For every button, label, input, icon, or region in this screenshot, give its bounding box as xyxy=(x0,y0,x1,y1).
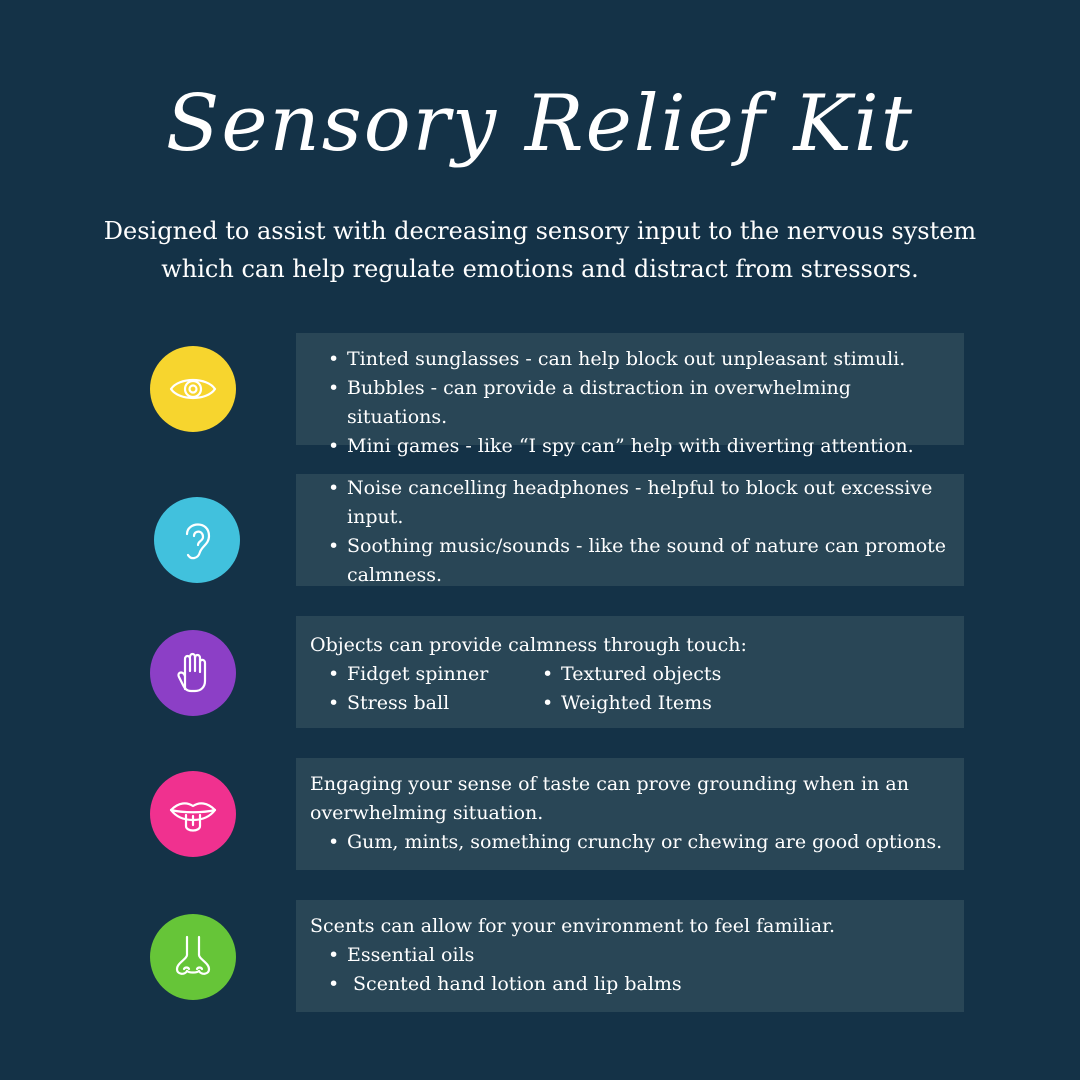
list-item: • Bubbles - can provide a distraction in overwhelming situations. xyxy=(310,374,950,432)
hearing-list xyxy=(310,474,950,590)
eye-icon xyxy=(150,346,236,432)
smell-section xyxy=(0,900,1080,1012)
list-item: • Fidget spinner xyxy=(310,660,524,689)
list-item: • Mini games - like “I spy can” help with diverting attention. xyxy=(310,432,950,461)
smell-intro: Scents can allow for your environment to feel familiar. xyxy=(310,915,836,937)
list-item: • Essential oils xyxy=(310,941,950,970)
touch-list-left xyxy=(310,660,524,718)
sight-list xyxy=(310,345,950,461)
sight-section xyxy=(0,333,1080,457)
hearing-card xyxy=(296,474,964,586)
list-item: • Textured objects xyxy=(524,660,721,689)
hearing-section xyxy=(0,474,1080,586)
list-item: • Tinted sunglasses - can help block out unpleasant stimuli. xyxy=(310,345,950,374)
smell-card xyxy=(296,900,964,1012)
taste-card xyxy=(296,758,964,870)
sight-card xyxy=(296,333,964,457)
taste-intro: Engaging your sense of taste can prove grounding when in an overwhelming situation. xyxy=(310,773,909,824)
touch-intro: Objects can provide calmness through touch: xyxy=(310,634,747,656)
nose-icon xyxy=(150,914,236,1000)
taste-section xyxy=(0,758,1080,870)
list-item: • Gum, mints, something crunchy or chewing are good options. xyxy=(310,828,950,857)
list-item: • Stress ball xyxy=(310,689,524,718)
touch-columns xyxy=(310,660,950,718)
list-item: • Scented hand lotion and lip balms xyxy=(310,970,950,999)
touch-section xyxy=(0,616,1080,728)
hand-icon xyxy=(150,630,236,716)
subtitle-line-1: Designed to assist with decreasing sensory input to the nervous system xyxy=(103,217,977,245)
list-item: • Noise cancelling headphones - helpful to block out excessive input. xyxy=(310,474,950,532)
taste-list xyxy=(310,828,950,857)
subtitle-line-2: which can help regulate emotions and distract from stressors. xyxy=(161,255,919,283)
list-item: • Soothing music/sounds - like the sound of nature can promote calmness. xyxy=(310,532,950,590)
mouth-icon xyxy=(150,771,236,857)
subtitle xyxy=(90,212,990,288)
smell-list xyxy=(310,941,950,999)
list-item: • Weighted Items xyxy=(524,689,721,718)
ear-icon xyxy=(154,497,240,583)
touch-card xyxy=(296,616,964,728)
page-title: Sensory Relief Kit xyxy=(165,79,915,169)
touch-list-right xyxy=(524,660,721,718)
